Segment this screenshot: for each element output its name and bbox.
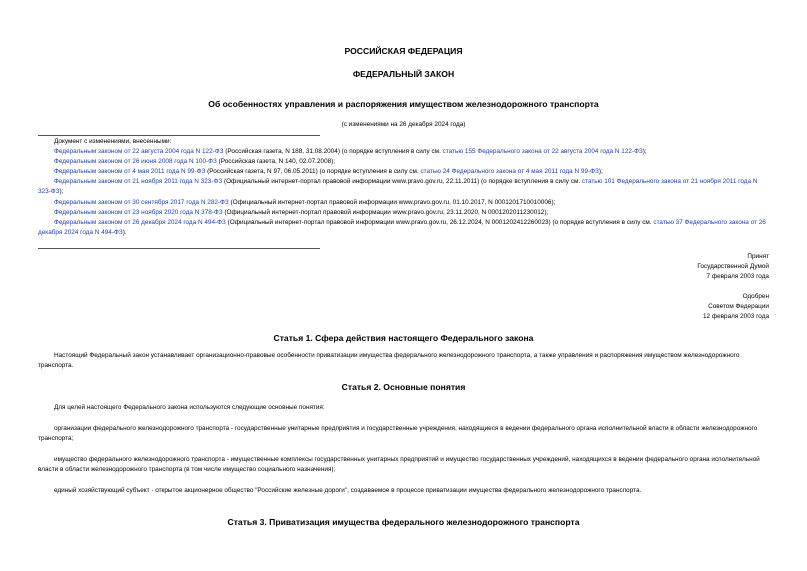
- amendment-item: [38, 208, 769, 218]
- amendment-tail: ).: [122, 228, 127, 236]
- amendment-text: (Официальный интернет-портал правовой информации www.pravo.gov.ru, 23.11.2020, N 0001202011230012);: [222, 208, 549, 216]
- country-heading: РОССИЙСКАЯ ФЕДЕРАЦИЯ: [344, 46, 463, 56]
- article-2-definition: организации федерального железнодорожного транспорта - государственные унитарные предприятия и государственные учреждения, находящиеся в ведении федерального органа исполнительной власти в области железнодорожного транспорта;: [38, 425, 758, 443]
- article-3-title: Статья 3. Приватизация имущества федерального железнодорожного транспорта: [227, 517, 580, 527]
- amendment-item: [38, 177, 769, 197]
- adoption-line: Государственной Думой: [697, 263, 769, 271]
- article-1-text: Настоящий Федеральный закон устанавливает организационно-правовые особенности приватизации имущества федерального железнодорожного транспорта, а также управления и распоряжения имуществом железнодорожного транспорта.: [38, 352, 740, 370]
- amendment-text: (Официальный интернет-портал правовой информации www.pravo.gov.ru, 22.11.2011) (о порядке вступления в силу см.: [222, 178, 582, 186]
- approval-line: Советом Федерации: [708, 303, 769, 311]
- document-page: [38, 0, 769, 571]
- amendment-article-link[interactable]: статью 101 Федерального закона от 21 ноября 2011 года N 323-ФЗ: [38, 178, 758, 196]
- amendment-item: [38, 147, 769, 157]
- amendments-intro: Документ с изменениями, внесенными:: [54, 138, 172, 145]
- amendment-tail: );: [59, 188, 64, 196]
- adoption-line: Принят: [747, 253, 769, 260]
- amendment-tail: );: [598, 168, 603, 176]
- amendment-tail: );: [642, 148, 647, 156]
- approval-line: Одобрен: [742, 293, 769, 300]
- amendment-text: (Официальный интернет-портал правовой информации www.pravo.gov.ru, 26.12.2024, N 0001202412260023) (о порядке вступления в силу см.: [225, 218, 654, 226]
- approval-federation-council: [703, 292, 769, 322]
- adoption-duma: [697, 252, 769, 282]
- edition-note: (с изменениями на 26 декабря 2024 года): [341, 121, 466, 128]
- amendment-law-link[interactable]: Федеральным законом от 23 ноября 2020 года N 378-ФЗ: [54, 208, 223, 216]
- amendment-law-link[interactable]: Федеральным законом от 26 декабря 2024 года N 494-ФЗ: [54, 218, 226, 226]
- amendment-law-link[interactable]: Федеральным законом от 21 ноября 2011 года N 323-ФЗ: [54, 178, 223, 186]
- amendment-law-link[interactable]: Федеральным законом от 4 мая 2011 года N 99-ФЗ: [54, 168, 206, 176]
- amendment-text: (Российская газета, N 97, 06.05.2011) (о порядке вступления в силу см.: [205, 168, 421, 176]
- document-title: Об особенностях управления и распоряжения имуществом железнодорожного транспорта: [208, 99, 599, 109]
- adoption-line: 7 февраля 2003 года: [706, 273, 769, 281]
- article-2-intro: Для целей настоящего Федерального закона используются следующие основные понятия:: [54, 404, 325, 411]
- approval-line: 12 февраля 2003 года: [702, 313, 769, 321]
- amendment-text: (Российская газета, N 140, 02.07.2008);: [216, 158, 336, 166]
- divider-top: [38, 135, 320, 136]
- amendment-law-link[interactable]: Федеральным законом от 30 сентября 2017 года N 282-ФЗ: [54, 198, 229, 206]
- article-2-definition: единый хозяйствующий субъект - открытое акционерное общество "Российские железные дороги", создаваемое в процессе приватизации имущества федерального железнодорожного транспорта.: [54, 487, 642, 494]
- article-1-title: Статья 1. Сфера действия настоящего Федерального закона: [273, 333, 534, 343]
- amendment-article-link[interactable]: статью 37 Федерального закона от 26 декабря 2024 года N 494-ФЗ: [38, 218, 766, 236]
- amendment-article-link[interactable]: статью 24 Федерального закона от 4 мая 2011 года N 99-ФЗ: [420, 168, 599, 176]
- amendment-item: [38, 218, 769, 238]
- amendment-item: [38, 157, 769, 167]
- amendments-block: [38, 137, 769, 238]
- amendment-article-link[interactable]: статью 155 Федерального закона от 22 августа 2004 года N 122-ФЗ: [442, 148, 643, 156]
- divider-bottom: [38, 248, 320, 249]
- amendment-text: (Российская газета, N 188, 31.08.2004) (о порядке вступления в силу см.: [223, 148, 443, 156]
- amendment-law-link[interactable]: Федеральным законом от 26 июня 2008 года N 100-ФЗ: [54, 158, 217, 166]
- document-type-heading: ФЕДЕРАЛЬНЫЙ ЗАКОН: [352, 69, 455, 79]
- amendment-item: [38, 167, 769, 177]
- amendment-item: [38, 198, 769, 208]
- article-2-title: Статья 2. Основные понятия: [341, 382, 466, 392]
- article-2-definition: имущество федерального железнодорожного транспорта - имущественные комплексы государственных унитарных предприятий и имущество государственных учреждений, находящихся в ведении федерального органа исполнительной власти в области железнодорожного транспорта (в том числе имущество социального назначения);: [38, 456, 760, 474]
- amendment-law-link[interactable]: Федеральным законом от 22 августа 2004 года N 122-ФЗ: [54, 148, 224, 156]
- amendment-text: (Официальный интернет-портал правовой информации www.pravo.gov.ru, 01.10.2017, N 0001201710010006);: [228, 198, 556, 206]
